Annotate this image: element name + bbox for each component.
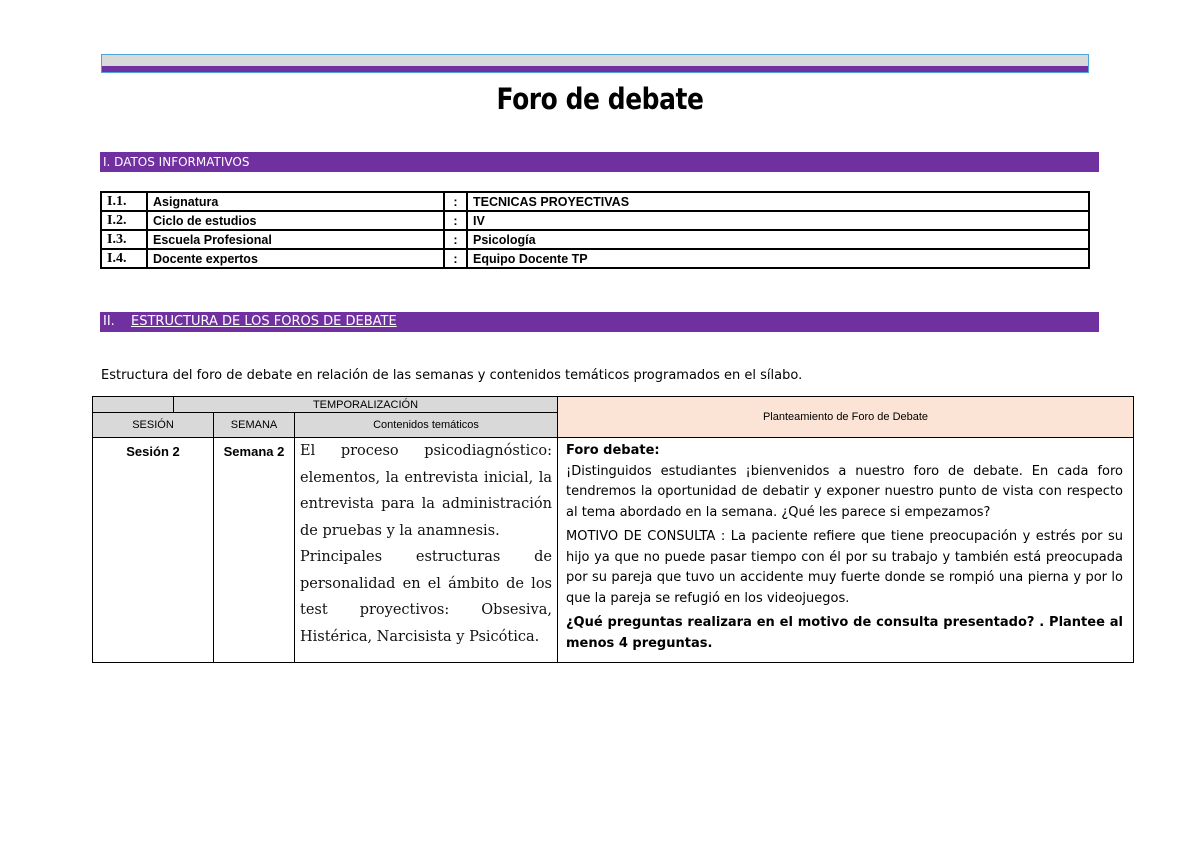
semana-header: SEMANA — [214, 413, 295, 438]
planteamiento-cell — [558, 438, 1134, 663]
info-label: Escuela Profesional — [147, 230, 444, 249]
info-code: I.4. — [101, 249, 147, 268]
info-label: Docente expertos — [147, 249, 444, 268]
info-label: Ciclo de estudios — [147, 211, 444, 230]
section-estructura — [100, 312, 1099, 332]
info-code: I.1. — [101, 192, 147, 211]
info-colon: : — [444, 211, 467, 230]
temporalizacion-header: TEMPORALIZACIÓN — [174, 397, 558, 413]
contenidos-header: Contenidos temáticos — [295, 413, 558, 438]
table-row — [101, 211, 1089, 230]
section-heading: ESTRUCTURA DE LOS FOROS DE DEBATE — [131, 314, 397, 329]
info-code: I.3. — [101, 230, 147, 249]
pregunta: ¿Qué preguntas realizara en el motivo de consulta presentado? . Plantee al menos 4 preguntas. — [566, 615, 1123, 651]
table-row — [101, 192, 1089, 211]
foro-intro: ¡Distinguidos estudiantes ¡bienvenidos a nuestro foro de debate. En cada foro tendremos la oportunidad de debatir y exponer nuestro punto de vista con respecto al tema abordado en la semana. ¿Qué les parece si empezamos? — [566, 463, 1123, 520]
info-label: Asignatura — [147, 192, 444, 211]
info-colon: : — [444, 230, 467, 249]
foro-heading: Foro debate: — [566, 443, 660, 458]
section-number: II. — [103, 314, 115, 329]
info-table — [100, 191, 1090, 269]
contenido-item: El proceso psicodiagnóstico: elementos, la entrevista inicial, la entrevista para la administración de pruebas y la anamnesis. — [300, 443, 552, 539]
planteamiento-header: Planteamiento de Foro de Debate — [558, 397, 1134, 438]
info-value: Psicología — [467, 230, 1089, 249]
info-value: TECNICAS PROYECTIVAS — [467, 192, 1089, 211]
sesion-cell: Sesión 2 — [93, 438, 214, 663]
info-value: Equipo Docente TP — [467, 249, 1089, 268]
contenidos-cell — [295, 438, 558, 663]
contenido-item: Principales estructuras de personalidad en el ámbito de los test proyectivos: Obsesiva, Histérica, Narcisista y Psicótica. — [300, 549, 552, 645]
semana-cell: Semana 2 — [214, 438, 295, 663]
structure-table — [92, 396, 1134, 663]
motivo-consulta: MOTIVO DE CONSULTA : La paciente refiere que tiene preocupación y estrés por su hijo ya que no puede pasar tiempo con él por su trabajo y también está preocupada por su pareja que tuvo un accidente muy fuerte donde se rompió una pierna y por lo que la pareja se refugió en los videojuegos. — [566, 529, 1123, 606]
table-row — [101, 230, 1089, 249]
info-colon: : — [444, 249, 467, 268]
sesion-header: SESIÓN — [93, 413, 214, 438]
blank-cell — [93, 397, 174, 413]
info-value: IV — [467, 211, 1089, 230]
info-code: I.2. — [101, 211, 147, 230]
info-colon: : — [444, 192, 467, 211]
table-row — [101, 249, 1089, 268]
page-title: Foro de debate — [496, 82, 704, 116]
table-row — [93, 397, 1134, 413]
header-stripe — [102, 66, 1088, 72]
intro-text: Estructura del foro de debate en relación de las semanas y contenidos temáticos programados en el sílabo. — [101, 368, 803, 383]
section-datos-informativos: I. DATOS INFORMATIVOS — [100, 152, 1099, 172]
header-banner — [101, 54, 1089, 73]
table-row — [93, 438, 1134, 663]
